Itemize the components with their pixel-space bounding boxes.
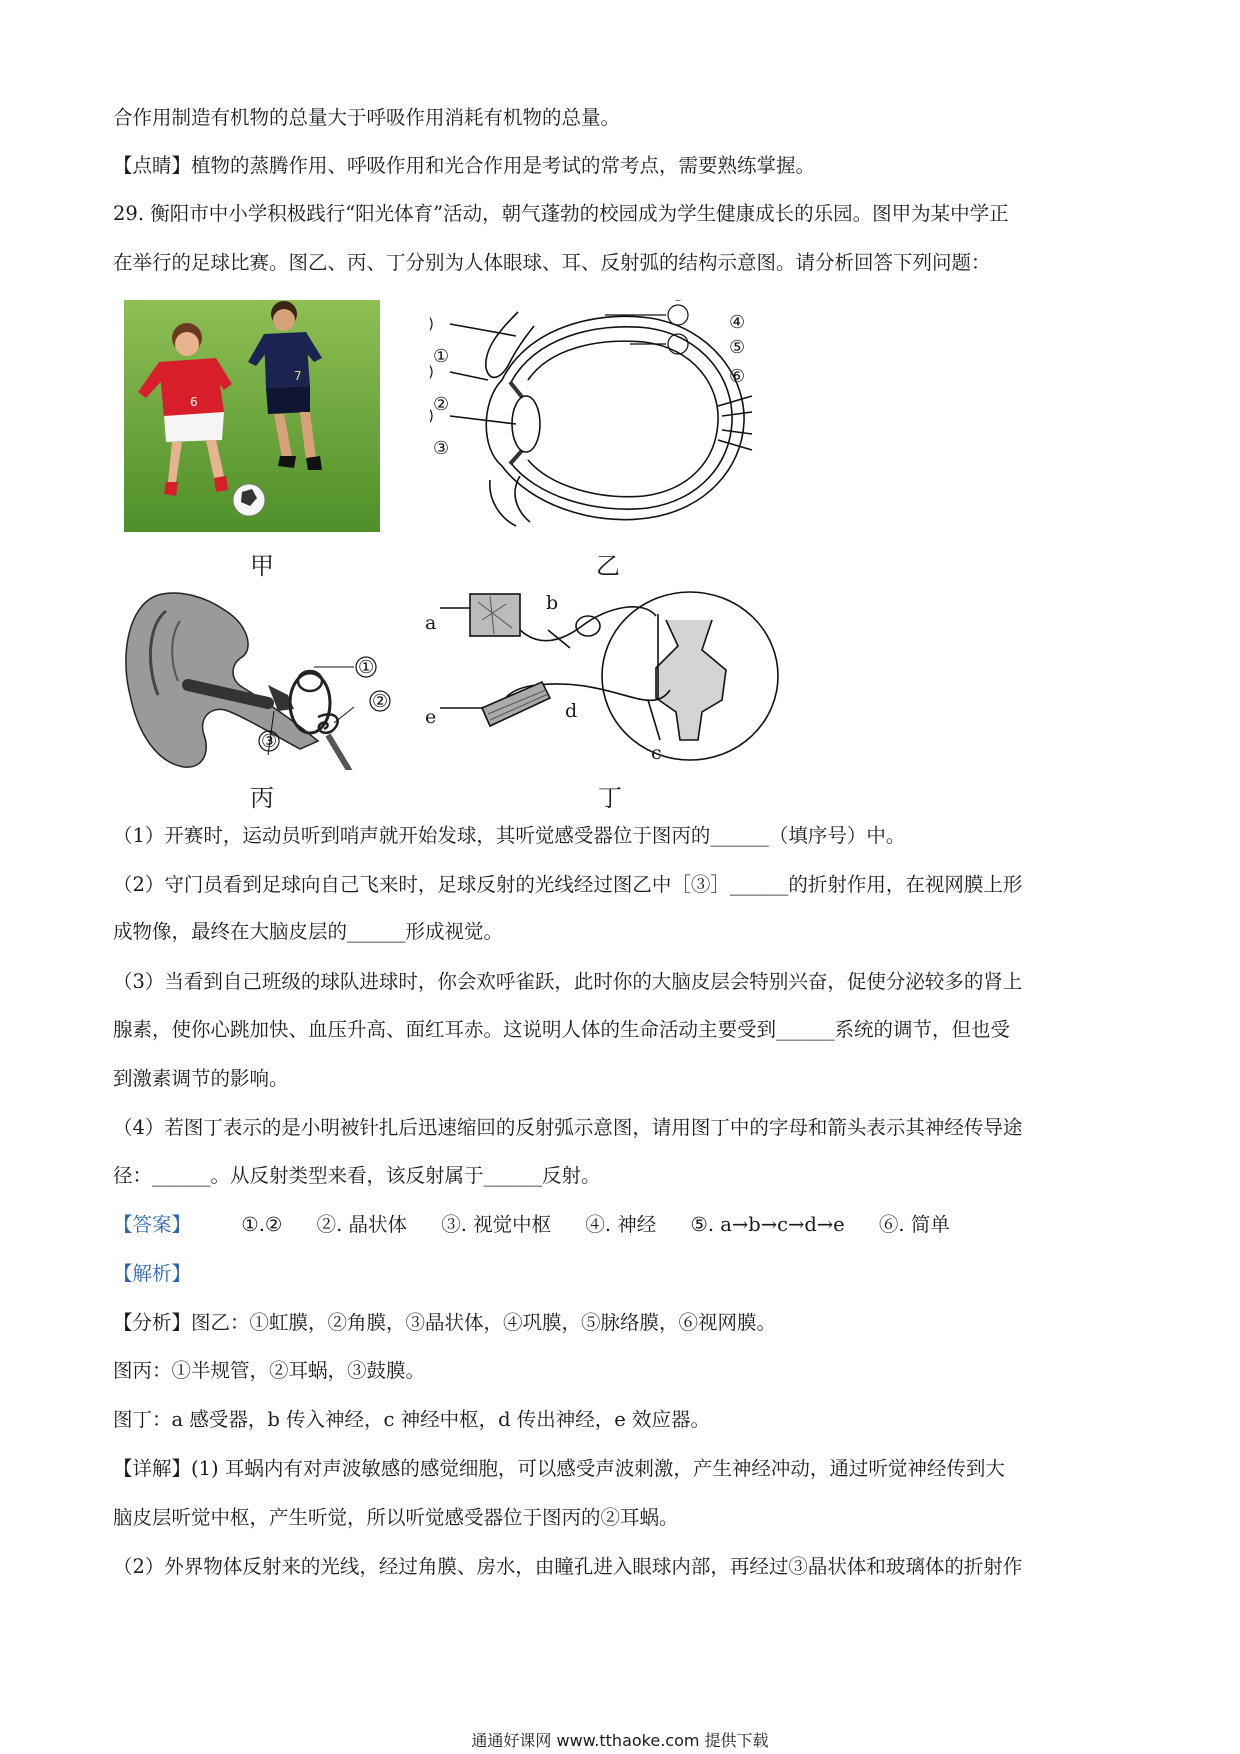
ear-label-3: ③ <box>261 731 278 752</box>
question-29-line-2: 在举行的足球比赛。图乙、丙、丁分别为人体眼球、耳、反射弧的结构示意图。请分析回答下列问题： <box>113 251 991 274</box>
sub-question-3-line-2: 腺素，使你心跳加快、血压升高、面红耳赤。这说明人体的生命活动主要受到______系统的调节，但也受 <box>113 1018 1011 1041</box>
answer-5: ⑤. a→b→c→d→e <box>690 1213 845 1236</box>
answer-row <box>113 1211 978 1239</box>
sub-question-2-line-1: （2）守门员看到足球向自己飞来时，足球反射的光线经过图乙中［③］______的折射作用，在视网膜上形 <box>113 873 1023 896</box>
sub-question-3-line-1: （3）当看到自己班级的球队进球时，你会欢呼雀跃，此时你的大脑皮层会特别兴奋，促使分泌较多的肾上 <box>113 970 1023 993</box>
sub-question-1: （1）开赛时，运动员听到哨声就开始发球，其听觉感受器位于图丙的______（填序号）中。 <box>113 824 906 847</box>
sub-question-2-line-2: 成物像，最终在大脑皮层的______形成视觉。 <box>113 920 504 943</box>
eye-label-5: ⑤ <box>729 337 746 358</box>
eye-label-3: ③ <box>433 438 450 459</box>
arc-label-d: d <box>565 700 578 722</box>
answer-2: ②. 晶状体 <box>316 1213 407 1236</box>
ear-label-2: ② <box>372 691 389 712</box>
answer-1: ①.② <box>241 1213 283 1236</box>
arc-label-c: c <box>651 742 662 764</box>
eye-label-4: ④ <box>729 312 746 333</box>
answer-4: ④. 神经 <box>585 1213 657 1236</box>
dianjing-line: 【点睛】植物的蒸腾作用、呼吸作用和光合作用是考试的常考点，需要熟练掌握。 <box>113 154 816 177</box>
figure-jia-soccer-photo <box>124 300 380 532</box>
figure-ding-caption: 丁 <box>598 784 622 812</box>
eye-label-1: ① <box>433 346 450 367</box>
eye-label-6: ⑥ <box>729 366 746 387</box>
figure-yi-caption: 乙 <box>596 552 620 580</box>
jiexi-label: 【解析】 <box>113 1262 192 1285</box>
question-29-line-1: 29. 衡阳市中小学积极践行“阳光体育”活动，朝气蓬勃的校园成为学生健康成长的乐园。图甲为某中学正 <box>113 202 1009 225</box>
analysis-line-1: 【分析】图乙：①虹膜，②角膜，③晶状体，④巩膜，⑤脉络膜，⑥视网膜。 <box>113 1311 777 1334</box>
jersey-number-left: 6 <box>190 395 198 409</box>
detail-line-3: （2）外界物体反射来的光线，经过角膜、房水，由瞳孔进入眼球内部，再经过③晶状体和玻璃体的折射作 <box>113 1555 1023 1578</box>
analysis-line-2: 图丙：①半规管，②耳蜗，③鼓膜。 <box>113 1359 426 1382</box>
jersey-number-right: 7 <box>294 369 302 383</box>
detail-line-2: 脑皮层听觉中枢，产生听觉，所以听觉感受器位于图丙的②耳蜗。 <box>113 1506 679 1529</box>
answer-6: ⑥. 简单 <box>878 1213 950 1236</box>
figure-bing-caption: 丙 <box>250 784 274 812</box>
eye-label-2: ② <box>433 394 450 415</box>
answer-3: ③. 视觉中枢 <box>441 1213 552 1236</box>
arc-label-a: a <box>425 612 437 634</box>
figure-yi-eye-diagram <box>430 300 760 540</box>
arc-label-b: b <box>546 592 559 614</box>
figure-jia-caption: 甲 <box>250 552 274 580</box>
page-footer: 通通好课网 www.tthaoke.com 提供下载 <box>471 1731 769 1750</box>
sub-question-3-line-3: 到激素调节的影响。 <box>113 1067 289 1090</box>
answer-label: 【答案】 <box>113 1213 192 1236</box>
arc-label-e: e <box>425 706 437 728</box>
sub-question-4-line-1: （4）若图丁表示的是小明被针扎后迅速缩回的反射弧示意图，请用图丁中的字母和箭头表示其神经传导途 <box>113 1116 1023 1139</box>
text-line-1: 合作用制造有机物的总量大于呼吸作用消耗有机物的总量。 <box>113 106 621 129</box>
detail-line-1: 【详解】(1) 耳蜗内有对声波敏感的感觉细胞，可以感受声波刺激，产生神经冲动，通过听觉神经传到大 <box>113 1457 1005 1480</box>
sub-question-4-line-2: 径：______。从反射类型来看，该反射属于______反射。 <box>113 1164 601 1187</box>
analysis-line-3: 图丁：a 感受器，b 传入神经，c 神经中枢，d 传出神经，e 效应器。 <box>113 1408 711 1431</box>
figure-ding-reflex-arc <box>430 590 780 765</box>
ear-label-1: ① <box>358 657 375 678</box>
